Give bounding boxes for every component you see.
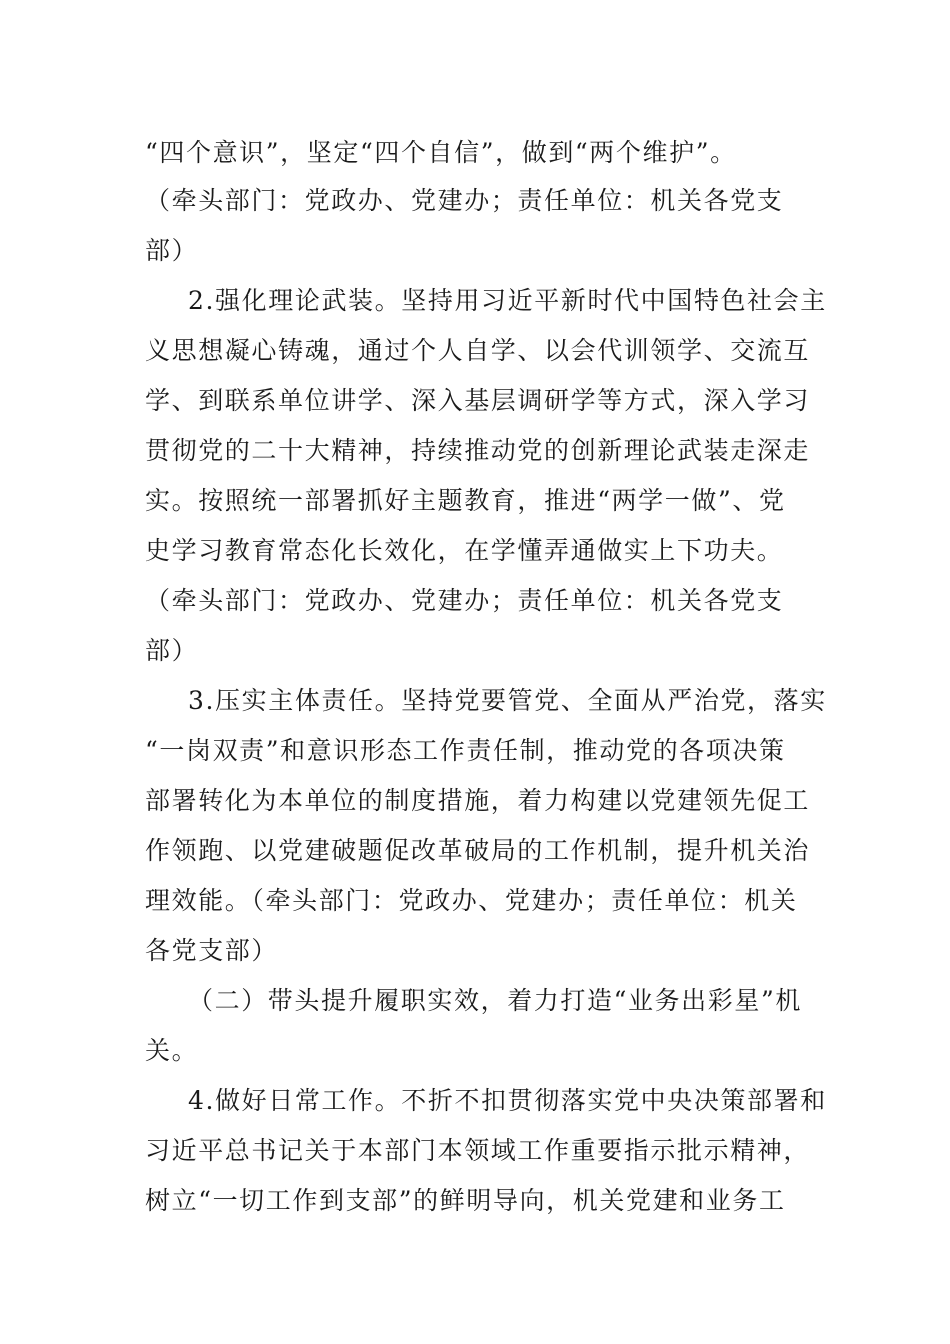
text-line: 作领跑、以党建破题促改革破局的工作机制，提升机关治 <box>145 836 811 865</box>
text-line: 习近平总书记关于本部门本领域工作重要指示批示精神， <box>145 1136 811 1165</box>
text-line: （二）带头提升履职实效，着力打造“业务出彩星”机 <box>188 986 802 1015</box>
text-line: 理效能。（牵头部门：党政办、党建办；责任单位：机关 <box>145 886 798 915</box>
text-line: 各党支部） <box>145 936 279 965</box>
text-line: 3.压实主体责任。坚持党要管党、全面从严治党，落实 <box>188 686 827 715</box>
text-line: 实。按照统一部署抓好主题教育，推进“两学一做”、党 <box>145 486 786 515</box>
text-line: 4.做好日常工作。不折不扣贯彻落实党中央决策部署和 <box>188 1086 827 1115</box>
text-line: 学、到联系单位讲学、深入基层调研学等方式，深入学习 <box>145 386 811 415</box>
text-line: （牵头部门：党政办、党建办；责任单位：机关各党支 <box>145 186 784 215</box>
text-line: “四个意识”，坚定“四个自信”，做到“两个维护”。 <box>145 138 737 167</box>
text-line: 2.强化理论武装。坚持用习近平新时代中国特色社会主 <box>188 286 827 315</box>
text-line: 关。 <box>145 1036 199 1065</box>
text-line: 史学习教育常态化长效化，在学懂弄通做实上下功夫。 <box>145 536 784 565</box>
text-line: 义思想凝心铸魂，通过个人自学、以会代训领学、交流互 <box>145 336 811 365</box>
text-line: 部） <box>145 236 199 265</box>
text-line: 部署转化为本单位的制度措施，着力构建以党建领先促工 <box>145 786 811 815</box>
text-line: 贯彻党的二十大精神，持续推动党的创新理论武装走深走 <box>145 436 811 465</box>
text-line: “一岗双责”和意识形态工作责任制，推动党的各项决策 <box>145 736 786 765</box>
text-line: 树立“一切工作到支部”的鲜明导向，机关党建和业务工 <box>145 1186 786 1215</box>
text-line: 部） <box>145 636 199 665</box>
text-line: （牵头部门：党政办、党建办；责任单位：机关各党支 <box>145 586 784 615</box>
